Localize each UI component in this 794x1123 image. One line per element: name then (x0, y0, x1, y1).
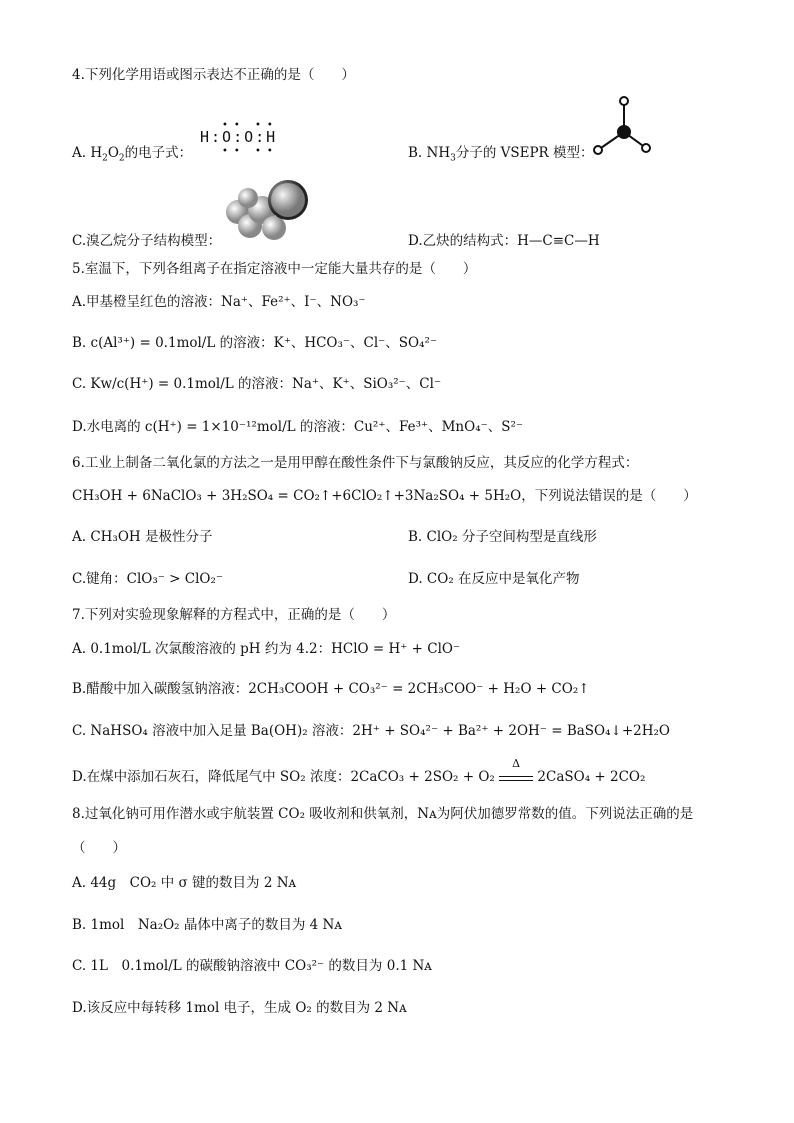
q7-option-b: B.醋酸中加入碳酸氢钠溶液：2CH₃COOH + CO₃²⁻ = 2CH₃COO⁻ + H₂O + CO₂↑ (72, 681, 590, 697)
q5-stem: 5.室温下，下列各组离子在指定溶液中一定能大量共存的是（ ） (72, 261, 477, 277)
delta-condition: Δ (512, 757, 521, 770)
lone-pair-dots-top: •• •• (222, 120, 279, 131)
q6-equation: CH₃OH + 6NaClO₃ + 3H₂SO₄ = CO₂↑+6ClO₂↑+3Na₂SO₄ + 5H₂O，下列说法错误的是（ ） (72, 488, 697, 504)
q5-option-c: C. Kw/c(H⁺) = 0.1mol/L 的溶液：Na⁺、K⁺、SiO₃²⁻、Cl⁻ (72, 376, 442, 392)
q5-option-a: A.甲基橙呈红色的溶液：Na⁺、Fe²⁺、I⁻、NO₃⁻ (72, 294, 366, 310)
q4-option-c: C.溴乙烷分子结构模型： (72, 233, 222, 249)
q4-b-mid: 分子的 VSEPR 模型： (455, 145, 594, 161)
sub: 2 (102, 153, 108, 164)
h2o2-electron-formula (200, 120, 300, 160)
nh3-vsepr-model-icon (590, 94, 652, 156)
q8-option-a: A. 44g CO₂ 中 σ 键的数目为 2 Nᴀ (72, 875, 297, 891)
sub: 3 (450, 153, 456, 164)
q7-d-right: 2CaSO₄ + 2CO₂ (537, 769, 646, 785)
q6-option-b: B. ClO₂ 分子空间构型是直线形 (408, 529, 597, 545)
h2o2-lewis-text: H:O:O:H (200, 128, 278, 146)
q6-option-d: D. CO₂ 在反应中是氧化产物 (408, 571, 580, 587)
q8-option-c: C. 1L 0.1mol/L 的碳酸钠溶液中 CO₃²⁻ 的数目为 0.1 Nᴀ (72, 958, 432, 974)
q4-stem: 4.下列化学用语或图示表达不正确的是（ ） (72, 67, 355, 83)
q7-option-d (72, 757, 646, 786)
heating-equals-sign (499, 757, 533, 781)
q7-option-c: C. NaHSO₄ 溶液中加入足量 Ba(OH)₂ 溶液：2H⁺ + SO₄²⁻ + Ba²⁺ + 2OH⁻ = BaSO₄↓+2H₂O (72, 723, 670, 739)
q6-option-c: C.键角：ClO₃⁻ > ClO₂⁻ (72, 571, 224, 587)
q4-b-label: B. NH (408, 145, 451, 161)
q5-option-b: B. c(Al³⁺) = 0.1mol/L 的溶液：K⁺、HCO₃⁻、Cl⁻、SO₄²⁻ (72, 335, 438, 351)
q4-option-b (408, 144, 594, 162)
q6-option-a: A. CH₃OH 是极性分子 (72, 529, 213, 545)
q6-stem: 6.工业上制备二氧化氯的方法之一是用甲醇在酸性条件下与氯酸钠反应，其反应的化学方程式： (72, 455, 639, 471)
q8-option-b: B. 1mol Na₂O₂ 晶体中离子的数目为 4 Nᴀ (72, 917, 342, 933)
q4-a-label: A. H (72, 145, 103, 161)
lone-pair-dots-bottom: •• •• (222, 146, 279, 157)
bromoethane-model-icon (222, 176, 314, 246)
q5-option-d: D.水电离的 c(H⁺) = 1×10⁻¹²mol/L 的溶液：Cu²⁺、Fe³⁺、MnO₄⁻、S²⁻ (72, 419, 524, 435)
q4-option-d: D.乙炔的结构式：H—C≡C—H (408, 233, 600, 249)
q8-stem-line2: （ ） (72, 840, 126, 856)
sub: 2 (118, 153, 125, 164)
q8-option-d: D.该反应中每转移 1mol 电子，生成 O₂ 的数目为 2 Nᴀ (72, 1000, 407, 1016)
q7-stem: 7.下列对实验现象解释的方程式中，正确的是（ ） (72, 607, 396, 623)
q4-a-mid: 的电子式： (124, 145, 193, 161)
q8-stem-line1: 8.过氧化钠可用作潜水或宇航装置 CO₂ 吸收剂和供氧剂，Nᴀ为阿伏加德罗常数的值。下列说法正确的是 (72, 806, 694, 822)
q7-d-left: D.在煤中添加石灰石，降低尾气中 SO₂ 浓度：2CaCO₃ + 2SO₂ + O₂ (72, 769, 495, 785)
q4-option-a: A. $H_2O_2$的电子式： (72, 145, 193, 164)
q7-option-a: A. 0.1mol/L 次氯酸溶液的 pH 约为 4.2：HClO = H⁺ + ClO⁻ (72, 641, 461, 657)
